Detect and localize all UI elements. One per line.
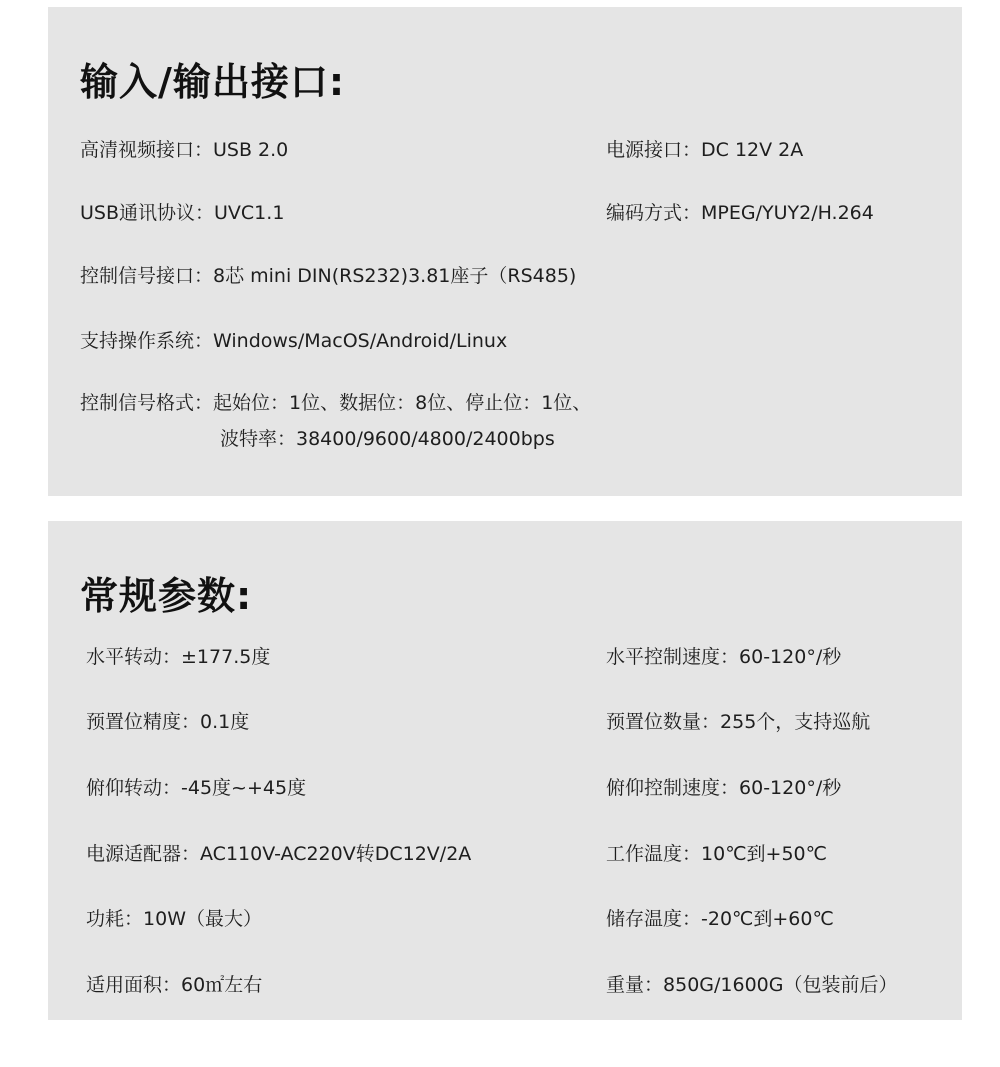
spec-label: 编码方式： [606,202,702,224]
spec-value: UVC1.1 [214,202,285,224]
spec-label: 电源适配器： [86,843,201,865]
spec-row-operating-systems [80,328,507,354]
spec-label: 控制信号接口： [80,265,214,287]
spec-row-pan-rotation [86,644,270,670]
spec-value: MPEG/YUY2/H.264 [701,202,874,224]
spec-value: -45度~+45度 [181,777,307,799]
spec-value: -20℃到+60℃ [701,908,834,930]
spec-value: 850G/1600G（包装前后） [663,974,898,996]
spec-label: 工作温度： [606,843,702,865]
spec-row-video-interface [80,137,288,163]
spec-value: 10W（最大） [143,908,262,930]
spec-value: 60-120°/秒 [739,777,842,799]
spec-label: 电源接口： [606,139,702,161]
spec-value: 起始位：1位、数据位：8位、停止位：1位、 [213,392,592,414]
spec-row-tilt-speed [606,775,841,801]
spec-row-applicable-area [86,972,262,998]
spec-value: Windows/MacOS/Android/Linux [213,330,508,352]
spec-row-tilt-rotation [86,775,306,801]
spec-row-power-consumption [86,906,262,932]
spec-row-pan-speed [606,644,841,670]
spec-label: 控制信号格式： [80,392,214,414]
io-interface-panel [48,7,962,496]
spec-row-operating-temp [606,841,827,867]
spec-row-weight [606,972,897,998]
general-section-title: 常规参数: [80,574,253,618]
spec-label: 预置位精度： [86,711,201,733]
io-section-title: 输入/输出接口: [80,60,346,104]
spec-label: USB通讯协议： [80,202,215,224]
spec-row-usb-protocol [80,200,284,226]
spec-row-baud-rate [220,426,555,452]
spec-value: USB 2.0 [213,139,289,161]
spec-label: 高清视频接口： [80,139,214,161]
spec-value: 60㎡左右 [181,974,263,996]
spec-label: 俯仰转动： [86,777,182,799]
spec-value: ±177.5度 [181,646,271,668]
spec-row-storage-temp [606,906,834,932]
spec-label: 水平控制速度： [606,646,740,668]
spec-row-preset-count [606,709,870,735]
spec-label: 储存温度： [606,908,702,930]
spec-value: DC 12V 2A [701,139,804,161]
spec-row-encoding [606,200,874,226]
spec-row-preset-accuracy [86,709,249,735]
spec-label: 功耗： [86,908,144,930]
spec-label: 预置位数量： [606,711,721,733]
spec-label: 重量： [606,974,664,996]
spec-row-control-format [80,390,591,416]
spec-label: 适用面积： [86,974,182,996]
spec-label: 水平转动： [86,646,182,668]
spec-value: AC110V-AC220V转DC12V/2A [200,843,472,865]
spec-value: 0.1度 [200,711,250,733]
spec-label: 俯仰控制速度： [606,777,740,799]
spec-row-power-adapter [86,841,471,867]
spec-label: 支持操作系统： [80,330,214,352]
spec-value: 波特率：38400/9600/4800/2400bps [220,428,555,450]
spec-value: 10℃到+50℃ [701,843,827,865]
spec-value: 8芯 mini DIN(RS232)3.81座子（RS485) [213,265,577,287]
general-params-panel [48,521,962,1020]
spec-row-control-interface [80,263,576,289]
spec-value: 60-120°/秒 [739,646,842,668]
spec-value: 255个，支持巡航 [720,711,871,733]
spec-row-power-interface [606,137,803,163]
